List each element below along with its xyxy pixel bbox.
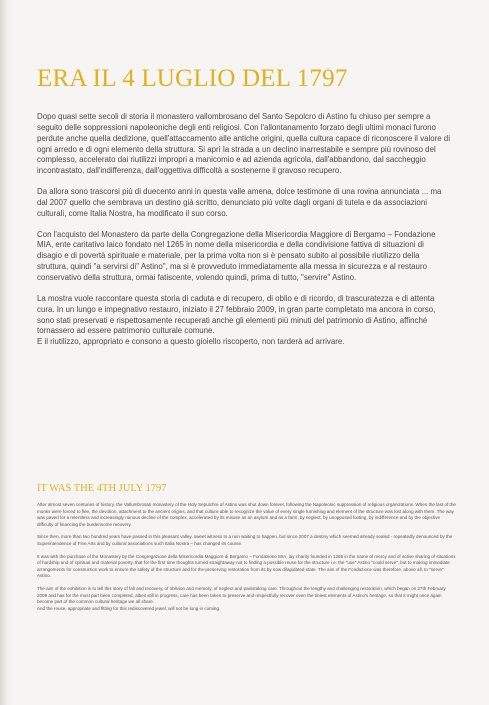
english-paragraph: Since then, more than two hundred years have passed in this pleasant valley, sweet witness to a ruin waiting to happen, but since 2007 a destiny which seemed already sealed - repeatedly denounced by the Superintendence of Fine Arts and by cultural associations such Italia Nostra – has changed its course. — [37, 534, 453, 546]
italian-paragraph: La mostra vuole raccontare questa storia di caduta e di recupero, di oblio e di ricordo, di trascuratezza e di attenta cura. In un lungo e impegnativo restauro, iniziato il 27 febbraio 2009, in gran parte completato ma ancora in corso, sono stati preservati e rispettosamente recuperati anche gli elementi più minuti del patrimonio di Astino, affinché tornassero ad essere patrimonio culturale comune. — [37, 293, 436, 336]
english-paragraph: After almost seven centuries of history, the Vallumbrosan monastery of the Holy Sepulchre of Astino was shut down forever, following the Napoleonic suppression of religious organizations. When the last of the monks were forced to flee, the devotion, attachment to the ancient origins, and that culture able to recognize the value of every single furnishing and element of the structure was lost along with them. The way was paved for a relentless and increasingly ruinous decline of the complex, accelerated by its misuse as an asylum and as a farm, by neglect, by unopposed looting, by indifference and by the objective difficulty of financing the burdensome recovery. — [37, 502, 456, 527]
english-text-body — [37, 502, 457, 612]
italian-paragraph: Con l'acquisto del Monastero da parte della Congregazione della Misericordia Maggiore di Bergamo – Fondazione MIA, ente caritativo laico fondato nel 1265 in nome della misericordia e della condivisione fattiva di situazioni di disagio e di povertà spirituale e materiale, per la prima volta non si è pensato subito al possibile riutilizzo della struttura, quindi "a servirsi di" Astino", ma si è provveduto immediatamente alla messa in sicurezza e al restauro conservativo della struttura, ormai fatiscente, volendo quindi, prima di tutto, "servire" Astino. — [37, 229, 436, 282]
italian-paragraph: E il riutilizzo, appropriato e consono a questo gioiello riscoperto, non tarderà ad arrivare. — [37, 337, 345, 347]
italian-title: ERA IL 4 LUGLIO DEL 1797 — [37, 65, 348, 92]
english-paragraph: It was with the purchase of the Monastery by the Congregazione della Misericordia Maggiore di Bergamo – Fondazione MIA, lay charity founded in 1265 in the name of mercy and of active sharing of situations of hardship and of spiritual and material poverty, that for the first time thoughts turned straightaway not to finding a possible reuse for the structure i.e. the "use" Astino "could serve", but to making immediate arrangements for construction work to ensure the safety of the structure and for the preserving restoration from its by now dilapidated state. The aim of the Fondazione was therefore, above all, to "serve" Astino. — [37, 553, 456, 579]
page-spine-shadow — [0, 0, 6, 705]
italian-paragraph: Da allora sono trascorsi più di duecento anni in questa valle amena, dolce testimone di una rovina annunciata ... ma dal 2007 quello che sembrava un destino già scritto, denunciato più volte dagli organi di tutela e da associazioni culturali, come Italia Nostra, ha modificato il suo corso. — [37, 187, 442, 218]
italian-paragraph: Dopo quasi sette secoli di storia il monastero vallombrosano del Santo Sepolcro di Astino fu chiuso per sempre a seguito delle soppressioni napoleoniche degli enti religiosi. Con l'allontanamento forzato degli ultimi monaci furono perdute anche quella dedizione, quell'attaccamento alle antiche origini, quella cultura capace di riconoscere il valore di ogni arredo e di ogni elemento della struttura. Si aprì la strada a un declino inarrestabile e sempre più rovinoso del complesso, accelerato dai riutilizzi impropri a manicomio e ad azienda agricola, dall'abbandono, dal saccheggio incontrastato, dall'indifferenza, dall'oggettiva difficoltà a sostenerne il gravoso recupero. — [37, 112, 450, 176]
italian-text-body — [37, 112, 451, 348]
english-title: IT WAS THE 4TH JULY 1797 — [37, 483, 167, 494]
english-paragraph: And the reuse, appropriate and fitting for this rediscovered jewel, will not be long in coming. — [37, 605, 221, 611]
english-paragraph: The aim of the exhibition is to tell this story of fall and recovery, of oblivion and memory, of neglect and painstaking care. Throughout the lengthy and challenging restoration, which began on 27th February 2009 and has for the most part been completed, albeit still in progress, care has been taken to preserve and respectfully recover even the tiniest elements of Astino's heritage, so that it might once again become part of the common cultural heritage we all share. — [37, 585, 446, 605]
